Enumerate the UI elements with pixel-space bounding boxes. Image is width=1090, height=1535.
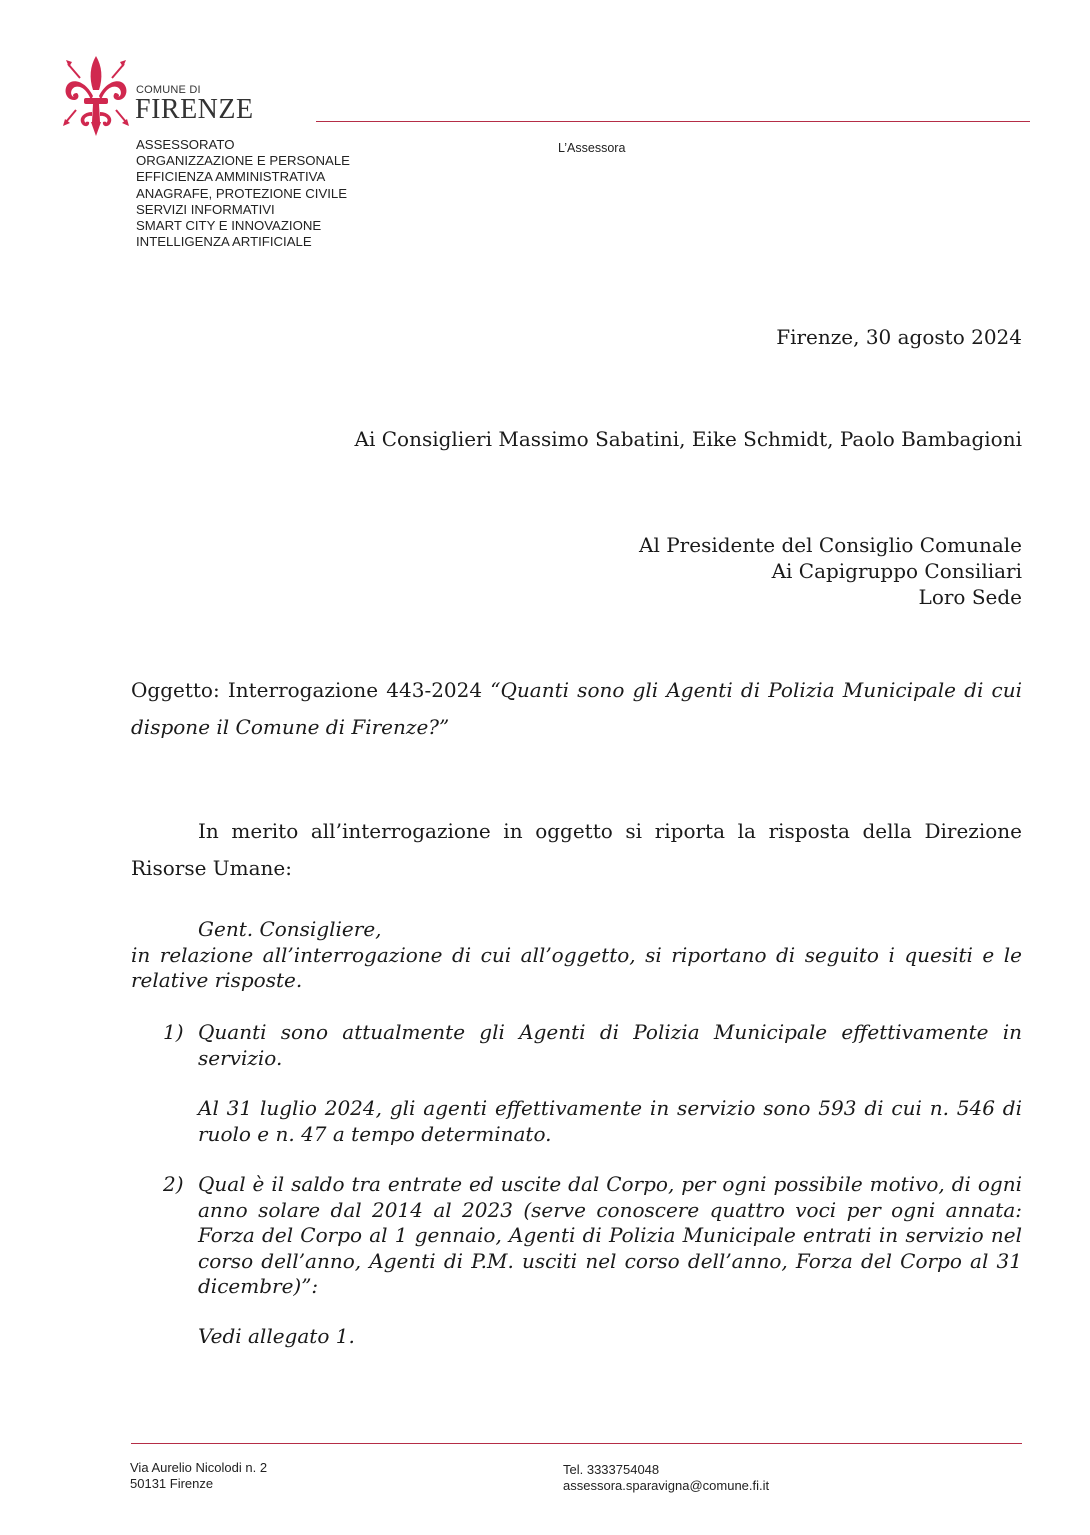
letter-relation: in relazione all’interrogazione di cui all’oggetto, si riportano di seguito i quesiti e le relative risposte. xyxy=(131,943,1022,992)
subject-title: “Quanti sono gli Agenti di Polizia Municipale di cui dispone il Comune di Firenze?” xyxy=(131,678,1022,739)
department-line: ORGANIZZAZIONE E PERSONALE xyxy=(136,153,350,169)
addressee-line: Al Presidente del Consiglio Comunale xyxy=(639,533,1022,557)
footer-address-line: 50131 Firenze xyxy=(130,1476,214,1491)
question-2-text: Qual è il saldo tra entrate ed uscite dal Corpo, per ogni possibile motivo, di ogni anno solare dal 2014 al 2023 (serve conoscere quattro voci per ogni annata: Forza del Corpo al 1 gennaio, Agenti di Polizia Municipale entrati in servizio nel corso dell’anno, Agenti di P.M. usciti nel corso dell’anno, Forza del Corpo al 31 dicembre)”: xyxy=(198,1172,1022,1298)
letter-subject xyxy=(131,672,1022,746)
department-line: ANAGRAFE, PROTEZIONE CIVILE xyxy=(136,185,348,201)
department-line: SERVIZI INFORMATIVI xyxy=(136,201,275,217)
footer-address xyxy=(130,1460,267,1492)
logo-line-comune-di: COMUNE DI xyxy=(136,84,201,96)
florence-lily-logo xyxy=(60,52,132,144)
answer-1-text: Al 31 luglio 2024, gli agenti effettivamente in servizio sono 593 di cui n. 546 di ruolo e n. 47 a tempo determinato. xyxy=(198,1096,1022,1146)
subject-prefix: Oggetto: Interrogazione 443-2024 xyxy=(131,678,491,702)
addressee-line: Ai Capigruppo Consiliari xyxy=(771,559,1022,583)
question-2-number: 2) xyxy=(163,1172,184,1196)
header-divider xyxy=(316,121,1030,122)
question-1-number: 1) xyxy=(163,1020,184,1044)
footer-contacts xyxy=(563,1462,769,1494)
footer-email[interactable]: assessora.sparavigna@comune.fi.it xyxy=(563,1478,770,1493)
department-block xyxy=(136,137,350,250)
letter-recipients: Ai Consiglieri Massimo Sabatini, Eike Schmidt, Paolo Bambagioni xyxy=(354,427,1022,451)
footer-divider xyxy=(131,1443,1022,1444)
footer-address-line: Via Aurelio Nicolodi n. 2 xyxy=(130,1460,268,1475)
question-1-text: Quanti sono attualmente gli Agenti di Polizia Municipale effettivamente in servizio. xyxy=(198,1020,1022,1070)
letter-date: Firenze, 30 agosto 2024 xyxy=(776,325,1022,349)
footer-phone: Tel. 3333754048 xyxy=(563,1462,660,1477)
logo-line-firenze: FIRENZE xyxy=(135,94,254,125)
answer-2-text: Vedi allegato 1. xyxy=(198,1324,355,1348)
department-line: EFFICIENZA AMMINISTRATIVA xyxy=(136,169,326,185)
department-line: INTELLIGENZA ARTIFICIALE xyxy=(136,234,312,250)
letter-intro: In merito all’interrogazione in oggetto si riporta la risposta della Direzione Risorse Umane: xyxy=(131,819,1022,880)
role-label: L’Assessora xyxy=(558,141,626,155)
letter-addressees xyxy=(639,532,1022,610)
letter-salutation: Gent. Consigliere, xyxy=(198,917,382,941)
department-line: SMART CITY E INNOVAZIONE xyxy=(136,218,322,234)
addressee-line: Loro Sede xyxy=(918,585,1022,609)
department-line: ASSESSORATO xyxy=(136,137,235,152)
